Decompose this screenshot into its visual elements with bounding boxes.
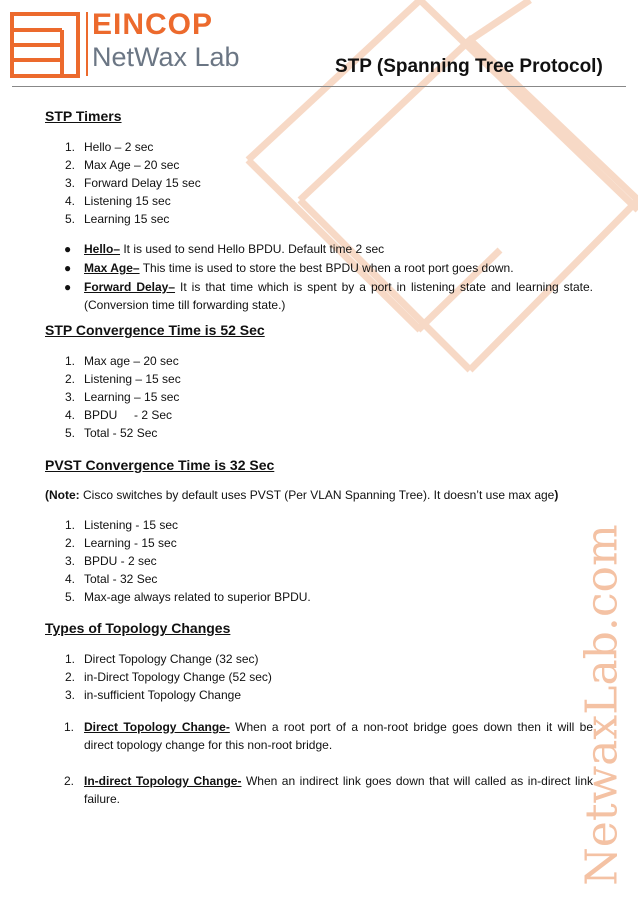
list-item-text: BPDU - 2 sec	[84, 554, 157, 568]
list-item	[45, 650, 593, 668]
list-item-text: in-Direct Topology Change (52 sec)	[84, 670, 272, 684]
list-item-text: Max-age always related to superior BPDU.	[84, 590, 311, 604]
note-close: )	[554, 488, 559, 502]
list-item-text: Learning – 15 sec	[84, 390, 180, 404]
topology-detail-item	[45, 718, 593, 754]
list-item-text: Direct Topology Change (32 sec)	[84, 652, 259, 666]
bullet-icon: ●	[64, 261, 72, 275]
list-item	[45, 174, 593, 192]
brand-subname: NetWax Lab	[92, 42, 240, 72]
definition-text: It is that time which is spent by a port in listening state and learning state. (Conversion time till forwarding state.)	[84, 280, 593, 312]
list-item	[45, 516, 593, 534]
document-body	[45, 106, 593, 808]
note-body: Cisco switches by default uses PVST (Per VLAN Spanning Tree). It doesn’t use max age	[79, 488, 555, 502]
definition-term: Hello–	[84, 242, 121, 256]
list-number: 2.	[65, 536, 76, 550]
brand-name: EINCOP	[92, 8, 214, 41]
list-item-text: Listening – 15 sec	[84, 372, 181, 386]
detail-text: When a root port of a non-root bridge goes down then it will be direct topology change for this non-root bridge.	[84, 720, 593, 752]
logo-separator	[86, 12, 88, 76]
list-number: 5.	[65, 212, 76, 226]
watermark-text: NetwaxLab.com	[576, 524, 628, 886]
list-item	[45, 210, 593, 228]
list-number: 1.	[64, 720, 75, 734]
list-item	[45, 192, 593, 210]
list-item-text: Hello – 2 sec	[84, 140, 154, 154]
bullet-icon: ●	[64, 280, 72, 294]
definition-text: It is used to send Hello BPDU. Default time 2 sec	[120, 242, 385, 256]
list-item	[45, 352, 593, 370]
section-heading-stp-convergence: STP Convergence Time is 52 Sec	[45, 322, 265, 338]
pvst-note	[45, 486, 593, 504]
list-number: 1.	[65, 518, 76, 532]
topology-types-list	[45, 650, 593, 704]
list-number: 4.	[65, 408, 76, 422]
list-item-text: Total - 52 Sec	[84, 426, 158, 440]
definition-text: This time is used to store the best BPDU when a root port goes down.	[139, 261, 514, 275]
section-heading-stp-timers: STP Timers	[45, 108, 122, 124]
list-number: 1.	[65, 140, 76, 154]
list-item-text: Total - 32 Sec	[84, 572, 158, 586]
stp-timers-list	[45, 138, 593, 228]
list-item-text: Listening - 15 sec	[84, 518, 179, 532]
stp-timers-definitions	[45, 240, 593, 314]
list-item-text: Learning - 15 sec	[84, 536, 177, 550]
list-item-text: Listening 15 sec	[84, 194, 171, 208]
list-number: 5.	[65, 590, 76, 604]
list-item-text: Forward Delay 15 sec	[84, 176, 201, 190]
header-divider	[12, 86, 626, 87]
list-item	[45, 424, 593, 442]
list-item	[45, 668, 593, 686]
list-number: 3.	[65, 554, 76, 568]
list-number: 2.	[65, 670, 76, 684]
list-number: 3.	[65, 176, 76, 190]
detail-term: Direct Topology Change-	[84, 720, 230, 734]
list-number: 1.	[65, 652, 76, 666]
pvst-convergence-list	[45, 516, 593, 606]
document-title: STP (Spanning Tree Protocol)	[335, 56, 603, 77]
list-number: 3.	[65, 390, 76, 404]
definition-item	[45, 259, 593, 277]
list-item-text: BPDU - 2 Sec	[84, 408, 173, 422]
list-item	[45, 138, 593, 156]
definition-item	[45, 278, 593, 314]
section-heading-pvst-convergence: PVST Convergence Time is 32 Sec	[45, 457, 275, 473]
page-header	[0, 0, 638, 90]
list-number: 2.	[65, 372, 76, 386]
list-item	[45, 686, 593, 704]
stp-convergence-list	[45, 352, 593, 442]
list-number: 2.	[65, 158, 76, 172]
bullet-icon: ●	[64, 242, 72, 256]
eincop-logo-icon	[10, 12, 82, 78]
list-number: 1.	[65, 354, 76, 368]
definition-term: Forward Delay–	[84, 280, 176, 294]
note-open: (Note:	[45, 488, 80, 502]
list-item	[45, 156, 593, 174]
list-item-text: Learning 15 sec	[84, 212, 170, 226]
list-item-text: Max age – 20 sec	[84, 354, 179, 368]
list-number: 5.	[65, 426, 76, 440]
detail-text: When an indirect link goes down that will called as in-direct link failure.	[84, 774, 593, 806]
list-item	[45, 588, 593, 606]
detail-term: In-direct Topology Change-	[84, 774, 242, 788]
list-item	[45, 552, 593, 570]
list-item-text: in-sufficient Topology Change	[84, 688, 241, 702]
list-item	[45, 388, 593, 406]
definition-item	[45, 240, 593, 258]
list-item	[45, 534, 593, 552]
topology-detail-item	[45, 772, 593, 808]
topology-details-list	[45, 718, 593, 808]
list-item	[45, 406, 593, 424]
definition-term: Max Age–	[84, 261, 140, 275]
list-item	[45, 570, 593, 588]
list-number: 2.	[64, 774, 75, 788]
section-heading-topology-changes: Types of Topology Changes	[45, 620, 231, 636]
list-item	[45, 370, 593, 388]
list-number: 4.	[65, 194, 76, 208]
list-number: 4.	[65, 572, 76, 586]
list-item-text: Max Age – 20 sec	[84, 158, 180, 172]
list-number: 3.	[65, 688, 76, 702]
